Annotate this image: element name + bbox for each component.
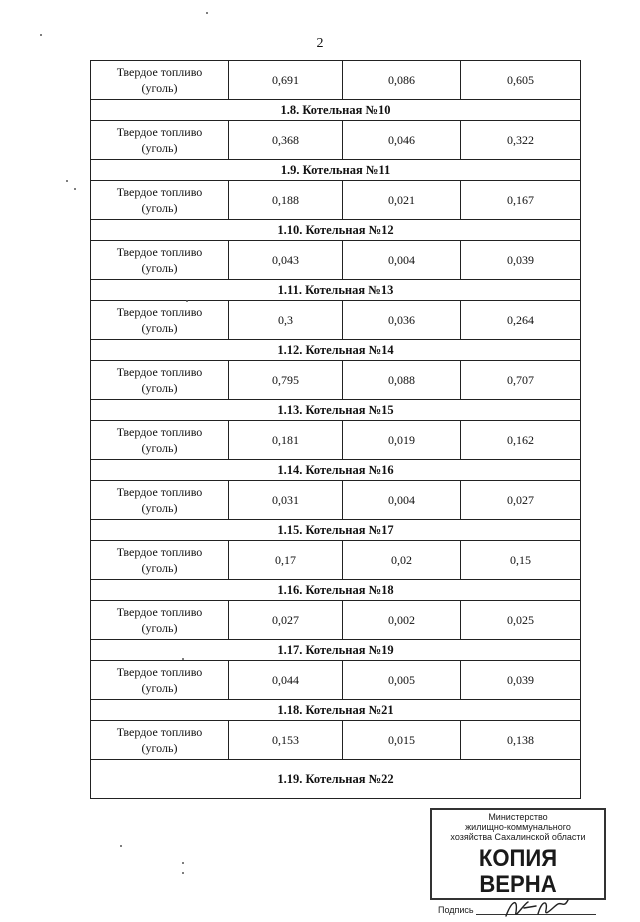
fuel-type-cell (91, 721, 229, 760)
fuel-type-cell (91, 61, 229, 100)
value-cell: 0,691 (229, 61, 343, 100)
stamp-region-line: хозяйства Сахалинской области (450, 832, 586, 842)
fuel-type-cell (91, 481, 229, 520)
fuel-type-sublabel: (уголь) (141, 681, 178, 695)
fuel-type-cell (91, 301, 229, 340)
fuel-type-sublabel: (уголь) (141, 81, 178, 95)
fuel-data-row (91, 721, 581, 760)
fuel-type-cell (91, 121, 229, 160)
fuel-type-cell (91, 361, 229, 400)
value-cell: 0,031 (229, 481, 343, 520)
fuel-data-row (91, 601, 581, 640)
section-title: 1.15. Котельная №17 (91, 520, 581, 541)
section-title: 1.17. Котельная №19 (91, 640, 581, 661)
fuel-type-cell (91, 241, 229, 280)
value-cell: 0,039 (461, 241, 581, 280)
value-cell: 0,15 (461, 541, 581, 580)
value-cell: 0,025 (461, 601, 581, 640)
fuel-type-label: Твердое топливо (116, 185, 203, 199)
fuel-type-sublabel: (уголь) (141, 621, 178, 635)
fuel-type-label: Твердое топливо (116, 545, 203, 559)
value-cell: 0,004 (343, 241, 461, 280)
value-cell: 0,027 (229, 601, 343, 640)
fuel-data-row (91, 421, 581, 460)
fuel-data-row (91, 301, 581, 340)
value-cell: 0,046 (343, 121, 461, 160)
fuel-data-row (91, 241, 581, 280)
value-cell: 0,019 (343, 421, 461, 460)
value-cell: 0,021 (343, 181, 461, 220)
fuel-type-label: Твердое топливо (116, 605, 203, 619)
fuel-type-sublabel: (уголь) (141, 141, 178, 155)
section-header-row (91, 760, 581, 799)
stamp-ministry-line: Министерство (488, 812, 548, 822)
fuel-data-row (91, 121, 581, 160)
fuel-type-cell (91, 421, 229, 460)
section-header-row (91, 460, 581, 481)
value-cell: 0,138 (461, 721, 581, 760)
stamp-title: КОПИЯ ВЕРНА (478, 845, 558, 898)
boiler-fuel-table (90, 60, 581, 799)
handwritten-signature (502, 894, 572, 922)
section-header-row (91, 160, 581, 181)
value-cell: 0,044 (229, 661, 343, 700)
value-cell: 0,036 (343, 301, 461, 340)
fuel-type-label: Твердое топливо (116, 725, 203, 739)
fuel-type-cell (91, 181, 229, 220)
fuel-type-sublabel: (уголь) (141, 441, 178, 455)
value-cell: 0,088 (343, 361, 461, 400)
value-cell: 0,039 (461, 661, 581, 700)
section-header-row (91, 580, 581, 601)
value-cell: 0,162 (461, 421, 581, 460)
section-title: 1.16. Котельная №18 (91, 580, 581, 601)
section-header-row (91, 400, 581, 421)
copy-certified-stamp (430, 808, 606, 915)
value-cell: 0,043 (229, 241, 343, 280)
stamp-sign-label: Подпись (438, 905, 474, 915)
section-header-row (91, 640, 581, 661)
fuel-type-label: Твердое топливо (116, 365, 203, 379)
value-cell: 0,707 (461, 361, 581, 400)
value-cell: 0,264 (461, 301, 581, 340)
value-cell: 0,368 (229, 121, 343, 160)
value-cell: 0,605 (461, 61, 581, 100)
fuel-data-row (91, 481, 581, 520)
section-title: 1.12. Котельная №14 (91, 340, 581, 361)
fuel-type-label: Твердое топливо (116, 425, 203, 439)
section-title: 1.8. Котельная №10 (91, 100, 581, 121)
fuel-data-row (91, 361, 581, 400)
fuel-type-sublabel: (уголь) (141, 741, 178, 755)
fuel-type-label: Твердое топливо (116, 125, 203, 139)
fuel-data-row (91, 661, 581, 700)
section-title: 1.14. Котельная №16 (91, 460, 581, 481)
page-number: 2 (316, 36, 324, 51)
section-header-row (91, 220, 581, 241)
section-title: 1.19. Котельная №22 (91, 760, 581, 799)
value-cell: 0,153 (229, 721, 343, 760)
fuel-type-cell (91, 661, 229, 700)
fuel-type-label: Твердое топливо (116, 665, 203, 679)
section-header-row (91, 340, 581, 361)
value-cell: 0,027 (461, 481, 581, 520)
section-title: 1.13. Котельная №15 (91, 400, 581, 421)
section-header-row (91, 280, 581, 301)
fuel-data-row (91, 181, 581, 220)
fuel-type-label: Твердое топливо (116, 65, 203, 79)
value-cell: 0,3 (229, 301, 343, 340)
value-cell: 0,188 (229, 181, 343, 220)
section-title: 1.10. Котельная №12 (91, 220, 581, 241)
section-title: 1.9. Котельная №11 (91, 160, 581, 181)
fuel-type-sublabel: (уголь) (141, 561, 178, 575)
value-cell: 0,17 (229, 541, 343, 580)
value-cell: 0,02 (343, 541, 461, 580)
stamp-department-line: жилищно-коммунального (465, 822, 571, 832)
stamp-signature-line (432, 904, 604, 915)
fuel-type-sublabel: (уголь) (141, 261, 178, 275)
fuel-type-label: Твердое топливо (116, 245, 203, 259)
fuel-type-sublabel: (уголь) (141, 501, 178, 515)
fuel-type-sublabel: (уголь) (141, 321, 178, 335)
value-cell: 0,004 (343, 481, 461, 520)
section-header-row (91, 700, 581, 721)
fuel-data-row (91, 541, 581, 580)
value-cell: 0,167 (461, 181, 581, 220)
fuel-type-cell (91, 601, 229, 640)
fuel-data-row (91, 61, 581, 100)
section-header-row (91, 100, 581, 121)
fuel-type-label: Твердое топливо (116, 305, 203, 319)
fuel-type-cell (91, 541, 229, 580)
section-header-row (91, 520, 581, 541)
fuel-type-label: Твердое топливо (116, 485, 203, 499)
section-title: 1.11. Котельная №13 (91, 280, 581, 301)
value-cell: 0,086 (343, 61, 461, 100)
value-cell: 0,795 (229, 361, 343, 400)
value-cell: 0,322 (461, 121, 581, 160)
section-title: 1.18. Котельная №21 (91, 700, 581, 721)
value-cell: 0,015 (343, 721, 461, 760)
table-body (91, 61, 581, 799)
value-cell: 0,181 (229, 421, 343, 460)
fuel-type-sublabel: (уголь) (141, 201, 178, 215)
fuel-type-sublabel: (уголь) (141, 381, 178, 395)
value-cell: 0,005 (343, 661, 461, 700)
value-cell: 0,002 (343, 601, 461, 640)
